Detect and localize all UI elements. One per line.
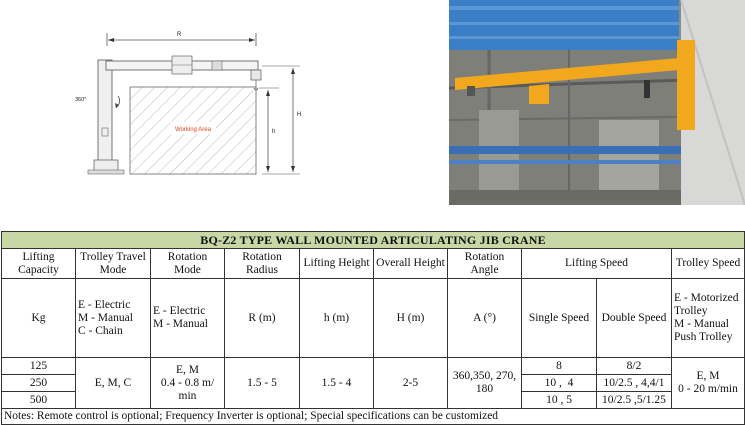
- cell-single-speed: 10 , 4: [522, 375, 597, 392]
- table-row: [2, 358, 745, 375]
- unit-lifting-height: h (m): [300, 279, 374, 358]
- cell-capacity: 125: [2, 358, 76, 375]
- unit-trolley-mode: [76, 279, 151, 358]
- header-capacity: Lifting Capacity: [2, 249, 76, 279]
- cell-rotation-mode: [151, 358, 225, 409]
- unit-trolley-mode-line: M - Manual: [78, 311, 133, 324]
- unit-rotation-mode-line: E - Electric: [153, 305, 206, 317]
- unit-trolley-speed-line: E - Motorized: [674, 292, 739, 304]
- technical-drawing: [0, 0, 440, 228]
- crane-photo: [449, 0, 745, 205]
- cell-capacity: 250: [2, 375, 76, 392]
- header-trolley-speed: Trolley Speed: [672, 249, 745, 279]
- cell-trolley-speed: [672, 358, 745, 409]
- spec-table: [1, 231, 745, 425]
- cell-capacity: 500: [2, 392, 76, 409]
- header-trolley-mode: Trolley Travel Mode: [76, 249, 151, 279]
- cell-overall-height: 2-5: [374, 358, 448, 409]
- unit-trolley-speed-line: M - Manual: [674, 318, 729, 330]
- unit-double-speed: Double Speed: [597, 279, 672, 358]
- unit-trolley-speed-line: Push Trolley: [674, 331, 733, 343]
- table-notes: Notes: Remote control is optional; Frequency Inverter is optional; Special specifications can be customized: [2, 409, 745, 425]
- header-lifting-height: Lifting Height: [300, 249, 374, 279]
- cell-trolley-speed-line: E, M: [696, 370, 720, 382]
- crane-column: [98, 60, 112, 172]
- header-radius: Rotation Radius: [225, 249, 300, 279]
- header-rotation-mode: Rotation Mode: [151, 249, 225, 279]
- header-overall-height: Overall Height: [374, 249, 448, 279]
- unit-trolley-mode-line: E - Electric: [78, 298, 131, 311]
- cell-trolley-speed-line: 0 - 20 m/min: [678, 383, 738, 395]
- unit-trolley-mode-line: C - Chain: [78, 324, 123, 337]
- header-angle: Rotation Angle: [448, 249, 522, 279]
- cell-rotation-mode-line: min: [178, 389, 197, 402]
- cell-trolley-mode: E, M, C: [76, 358, 151, 409]
- unit-radius: R (m): [225, 279, 300, 358]
- cell-radius: 1.5 - 5: [225, 358, 300, 409]
- cell-rotation-mode-line: E, M: [176, 363, 199, 376]
- rotation-angle-label: 360°: [75, 97, 87, 103]
- unit-angle: A (°): [448, 279, 522, 358]
- cell-single-speed: 8: [522, 358, 597, 375]
- cell-double-speed: 10/2.5 , 4,4/1: [597, 375, 672, 392]
- working-area-label: Working Area: [175, 127, 211, 133]
- cell-rotation-mode-line: 0.4 - 0.8 m/: [160, 376, 215, 389]
- unit-trolley-speed-line: Trolley: [674, 305, 708, 317]
- cell-single-speed: 10 , 5: [522, 392, 597, 409]
- header-lifting-speed: Lifting Speed: [522, 249, 672, 279]
- cell-angle-line: 360,350, 270,: [452, 370, 517, 382]
- cell-double-speed: 10/2.5 ,5/1.25: [597, 392, 672, 409]
- unit-single-speed: Single Speed: [522, 279, 597, 358]
- unit-trolley-speed: [672, 279, 745, 358]
- dim-h-small-label: h: [272, 129, 276, 135]
- cell-angle-line: 180: [475, 383, 494, 395]
- dim-h-large-label: H: [297, 112, 302, 118]
- cell-double-speed: 8/2: [597, 358, 672, 375]
- unit-rotation-mode-line: M - Manual: [153, 318, 208, 330]
- unit-overall-height: H (m): [374, 279, 448, 358]
- unit-capacity: Kg: [2, 279, 76, 358]
- table-title: BQ-Z2 TYPE WALL MOUNTED ARTICULATING JIB CRANE: [2, 232, 745, 249]
- unit-rotation-mode: [151, 279, 225, 358]
- dim-r-label: R: [177, 32, 182, 38]
- cell-angle: [448, 358, 522, 409]
- cell-lifting-height: 1.5 - 4: [300, 358, 374, 409]
